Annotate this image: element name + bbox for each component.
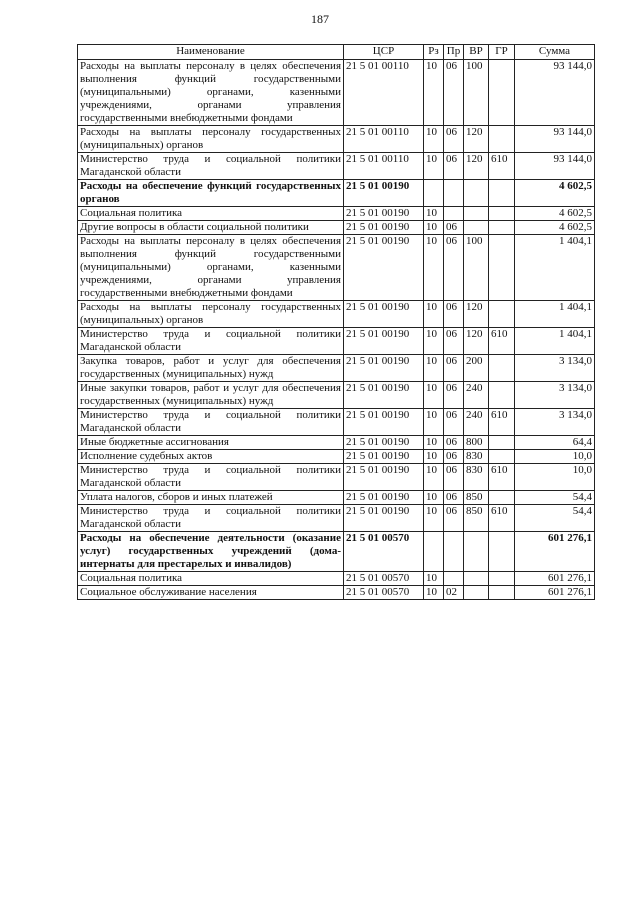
cell-csr: 21 5 01 00190 — [344, 505, 424, 532]
cell-pr: 06 — [444, 328, 464, 355]
cell-name: Расходы на выплаты персоналу государственных (муниципальных) органов — [78, 301, 344, 328]
table-row — [78, 126, 595, 153]
cell-rz: 10 — [424, 382, 444, 409]
header-vr: ВР — [464, 45, 489, 60]
table-row — [78, 436, 595, 450]
table-row — [78, 235, 595, 301]
cell-vr — [464, 221, 489, 235]
cell-pr: 06 — [444, 355, 464, 382]
table-row — [78, 382, 595, 409]
cell-sum: 10,0 — [515, 450, 595, 464]
cell-sum: 10,0 — [515, 464, 595, 491]
cell-vr: 120 — [464, 301, 489, 328]
cell-sum: 93 144,0 — [515, 126, 595, 153]
budget-table — [77, 44, 595, 600]
header-gr: ГР — [489, 45, 515, 60]
cell-gr — [489, 491, 515, 505]
cell-name: Министерство труда и социальной политики Магаданской области — [78, 464, 344, 491]
cell-csr: 21 5 01 00190 — [344, 436, 424, 450]
table-row — [78, 301, 595, 328]
cell-sum: 54,4 — [515, 491, 595, 505]
table-row — [78, 491, 595, 505]
cell-pr: 06 — [444, 450, 464, 464]
cell-gr: 610 — [489, 153, 515, 180]
cell-sum: 64,4 — [515, 436, 595, 450]
cell-vr: 100 — [464, 235, 489, 301]
cell-name: Закупка товаров, работ и услуг для обеспечения государственных (муниципальных) нужд — [78, 355, 344, 382]
cell-csr: 21 5 01 00190 — [344, 235, 424, 301]
cell-gr — [489, 355, 515, 382]
cell-rz: 10 — [424, 355, 444, 382]
cell-name: Расходы на обеспечение деятельности (оказание услуг) государственных учреждений (дома-интернаты для престарелых и инвалидов) — [78, 532, 344, 572]
cell-sum: 4 602,5 — [515, 207, 595, 221]
cell-vr: 830 — [464, 450, 489, 464]
header-rz: Рз — [424, 45, 444, 60]
cell-gr — [489, 221, 515, 235]
cell-rz: 10 — [424, 207, 444, 221]
cell-rz: 10 — [424, 586, 444, 600]
cell-pr: 06 — [444, 126, 464, 153]
cell-csr: 21 5 01 00110 — [344, 60, 424, 126]
cell-gr — [489, 450, 515, 464]
cell-name: Другие вопросы в области социальной политики — [78, 221, 344, 235]
cell-rz: 10 — [424, 450, 444, 464]
cell-csr: 21 5 01 00190 — [344, 180, 424, 207]
table-row — [78, 221, 595, 235]
cell-rz — [424, 532, 444, 572]
cell-pr: 06 — [444, 436, 464, 450]
cell-name: Расходы на выплаты персоналу в целях обеспечения выполнения функций государственными (муниципальными) органами, казенными учреждениями, органами управления государственными внебюджетными фондами — [78, 60, 344, 126]
cell-sum: 3 134,0 — [515, 355, 595, 382]
cell-name: Министерство труда и социальной политики Магаданской области — [78, 153, 344, 180]
cell-csr: 21 5 01 00190 — [344, 450, 424, 464]
cell-sum: 3 134,0 — [515, 382, 595, 409]
cell-pr — [444, 180, 464, 207]
cell-pr: 06 — [444, 491, 464, 505]
cell-csr: 21 5 01 00190 — [344, 221, 424, 235]
cell-csr: 21 5 01 00110 — [344, 126, 424, 153]
cell-pr: 06 — [444, 153, 464, 180]
cell-csr: 21 5 01 00570 — [344, 572, 424, 586]
cell-vr — [464, 532, 489, 572]
table-row — [78, 532, 595, 572]
cell-vr: 200 — [464, 355, 489, 382]
cell-sum: 93 144,0 — [515, 60, 595, 126]
cell-sum: 601 276,1 — [515, 572, 595, 586]
table-row — [78, 328, 595, 355]
cell-vr: 120 — [464, 126, 489, 153]
cell-name: Иные закупки товаров, работ и услуг для обеспечения государственных (муниципальных) нужд — [78, 382, 344, 409]
cell-gr — [489, 572, 515, 586]
cell-vr: 120 — [464, 328, 489, 355]
cell-pr: 06 — [444, 221, 464, 235]
table-row — [78, 207, 595, 221]
cell-name: Иные бюджетные ассигнования — [78, 436, 344, 450]
cell-name: Расходы на выплаты персоналу государственных (муниципальных) органов — [78, 126, 344, 153]
cell-csr: 21 5 01 00570 — [344, 586, 424, 600]
cell-sum: 601 276,1 — [515, 586, 595, 600]
cell-rz: 10 — [424, 505, 444, 532]
cell-sum: 4 602,5 — [515, 180, 595, 207]
cell-rz: 10 — [424, 572, 444, 586]
cell-sum: 1 404,1 — [515, 235, 595, 301]
cell-pr: 06 — [444, 235, 464, 301]
cell-rz: 10 — [424, 153, 444, 180]
cell-rz — [424, 180, 444, 207]
cell-name: Уплата налогов, сборов и иных платежей — [78, 491, 344, 505]
cell-sum: 601 276,1 — [515, 532, 595, 572]
table-row — [78, 586, 595, 600]
cell-csr: 21 5 01 00190 — [344, 464, 424, 491]
cell-vr: 120 — [464, 153, 489, 180]
cell-name: Расходы на обеспечение функций государственных органов — [78, 180, 344, 207]
cell-rz: 10 — [424, 301, 444, 328]
cell-vr — [464, 572, 489, 586]
cell-csr: 21 5 01 00190 — [344, 207, 424, 221]
cell-gr — [489, 60, 515, 126]
cell-gr — [489, 180, 515, 207]
cell-vr — [464, 586, 489, 600]
cell-name: Расходы на выплаты персоналу в целях обеспечения выполнения функций государственными (муниципальными) органами, казенными учреждениями, органами управления государственными внебюджетными фондами — [78, 235, 344, 301]
cell-gr — [489, 301, 515, 328]
cell-csr: 21 5 01 00110 — [344, 153, 424, 180]
cell-name: Социальная политика — [78, 572, 344, 586]
table-row — [78, 153, 595, 180]
table-header — [78, 45, 595, 60]
page-number: 187 — [311, 12, 329, 26]
cell-vr: 850 — [464, 491, 489, 505]
table-row — [78, 60, 595, 126]
cell-pr: 02 — [444, 586, 464, 600]
cell-csr: 21 5 01 00190 — [344, 328, 424, 355]
table-body — [78, 60, 595, 600]
cell-sum: 93 144,0 — [515, 153, 595, 180]
cell-gr — [489, 235, 515, 301]
cell-name: Социальное обслуживание населения — [78, 586, 344, 600]
cell-vr: 240 — [464, 409, 489, 436]
cell-gr: 610 — [489, 409, 515, 436]
cell-pr: 06 — [444, 382, 464, 409]
cell-gr: 610 — [489, 464, 515, 491]
cell-vr: 100 — [464, 60, 489, 126]
cell-sum: 4 602,5 — [515, 221, 595, 235]
cell-sum: 3 134,0 — [515, 409, 595, 436]
cell-pr — [444, 207, 464, 221]
cell-rz: 10 — [424, 491, 444, 505]
table-row — [78, 464, 595, 491]
cell-csr: 21 5 01 00190 — [344, 382, 424, 409]
cell-gr: 610 — [489, 328, 515, 355]
cell-pr — [444, 572, 464, 586]
cell-sum: 1 404,1 — [515, 301, 595, 328]
cell-gr — [489, 586, 515, 600]
cell-rz: 10 — [424, 409, 444, 436]
cell-rz: 10 — [424, 436, 444, 450]
cell-vr: 850 — [464, 505, 489, 532]
header-name: Наименование — [78, 45, 344, 60]
cell-sum: 1 404,1 — [515, 328, 595, 355]
cell-rz: 10 — [424, 464, 444, 491]
header-csr: ЦСР — [344, 45, 424, 60]
cell-csr: 21 5 01 00190 — [344, 409, 424, 436]
cell-pr: 06 — [444, 409, 464, 436]
cell-vr: 800 — [464, 436, 489, 450]
cell-vr — [464, 207, 489, 221]
cell-csr: 21 5 01 00570 — [344, 532, 424, 572]
table-row — [78, 180, 595, 207]
cell-vr: 240 — [464, 382, 489, 409]
cell-rz: 10 — [424, 126, 444, 153]
cell-gr — [489, 382, 515, 409]
cell-name: Министерство труда и социальной политики Магаданской области — [78, 409, 344, 436]
cell-csr: 21 5 01 00190 — [344, 301, 424, 328]
cell-pr: 06 — [444, 301, 464, 328]
cell-sum: 54,4 — [515, 505, 595, 532]
cell-name: Социальная политика — [78, 207, 344, 221]
cell-name: Министерство труда и социальной политики Магаданской области — [78, 328, 344, 355]
cell-gr — [489, 436, 515, 450]
table-row — [78, 505, 595, 532]
cell-name: Министерство труда и социальной политики Магаданской области — [78, 505, 344, 532]
cell-csr: 21 5 01 00190 — [344, 355, 424, 382]
cell-pr: 06 — [444, 464, 464, 491]
cell-csr: 21 5 01 00190 — [344, 491, 424, 505]
table-row — [78, 409, 595, 436]
table-row — [78, 355, 595, 382]
cell-gr — [489, 126, 515, 153]
cell-rz: 10 — [424, 328, 444, 355]
cell-rz: 10 — [424, 60, 444, 126]
table-row — [78, 450, 595, 464]
cell-vr: 830 — [464, 464, 489, 491]
cell-rz: 10 — [424, 235, 444, 301]
cell-rz: 10 — [424, 221, 444, 235]
cell-pr — [444, 532, 464, 572]
cell-pr: 06 — [444, 505, 464, 532]
table-row — [78, 572, 595, 586]
cell-gr — [489, 532, 515, 572]
cell-pr: 06 — [444, 60, 464, 126]
cell-gr: 610 — [489, 505, 515, 532]
cell-name: Исполнение судебных актов — [78, 450, 344, 464]
header-sum: Сумма — [515, 45, 595, 60]
cell-gr — [489, 207, 515, 221]
header-pr: Пр — [444, 45, 464, 60]
cell-vr — [464, 180, 489, 207]
